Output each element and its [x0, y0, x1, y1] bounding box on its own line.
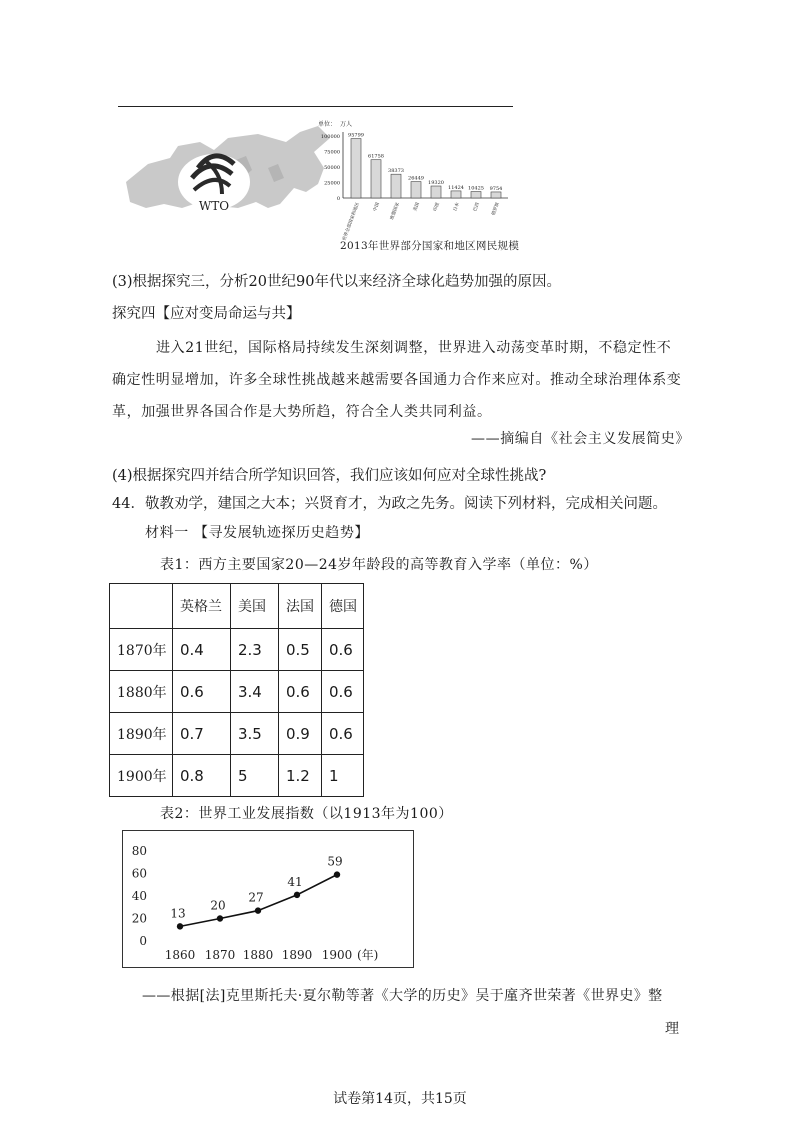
bar-value-label: 61758	[368, 153, 384, 160]
world-map-wto-figure	[118, 112, 518, 257]
table-cell: 5	[231, 755, 279, 797]
bar-chart	[318, 120, 508, 242]
line-x-tick-label: 1860	[164, 948, 196, 962]
table-row-year: 1900年	[110, 755, 173, 797]
line-point	[217, 915, 223, 921]
line-y-tick-label: 60	[131, 866, 147, 881]
bar	[411, 182, 421, 198]
table-cell: 0.4	[173, 629, 231, 671]
table-header-france: 法国	[279, 584, 322, 629]
line-point-label: 13	[170, 906, 186, 921]
table-row-year: 1890年	[110, 713, 173, 755]
bar-category-label: 中国	[373, 201, 381, 213]
bar-category-label: 日本	[453, 201, 461, 213]
unit-value: 万人	[340, 121, 353, 128]
bar	[491, 192, 501, 198]
line-point-label: 20	[210, 898, 226, 913]
table-corner-cell	[110, 584, 173, 629]
bar	[391, 174, 401, 198]
bar-y-tick-label: 50000	[324, 165, 340, 171]
line-y-tick-label: 0	[139, 934, 147, 948]
top-rule	[118, 106, 513, 107]
bar-category-label: 巴西	[473, 201, 481, 213]
bar-category-label: 世界全部国家和地区	[342, 201, 361, 242]
bar-value-label: 11424	[448, 184, 464, 191]
line-point	[177, 923, 183, 929]
bar-category-label: 美国	[413, 201, 421, 213]
line-chart-frame	[122, 830, 414, 968]
table-2-caption: 表2：世界工业发展指数（以1913年为100）	[160, 806, 453, 822]
bar-value-label: 95799	[348, 132, 364, 139]
bar-y-tick-label: 100000	[320, 134, 340, 140]
table-row	[110, 629, 364, 671]
bar-y-tick-label: 25000	[324, 180, 340, 187]
bar-value-label: 38373	[388, 168, 404, 175]
explore-4-source: ——摘编自《社会主义发展简史》	[471, 431, 690, 447]
industrial-index-chart	[123, 831, 413, 967]
table-cell: 0.5	[279, 629, 322, 671]
bar-category-label: 俄罗斯	[491, 201, 501, 217]
table-row	[110, 755, 364, 797]
line-x-tick-label: 1900	[321, 948, 353, 962]
line-x-unit-label: (年)	[357, 948, 379, 962]
line-x-tick-label: 1870	[204, 948, 236, 962]
table-row	[110, 671, 364, 713]
bar-category-label: 印度	[433, 201, 441, 213]
table-cell: 0.8	[173, 755, 231, 797]
wto-logo-text: WTO	[198, 199, 230, 213]
question-3: (3)根据探究三，分析20世纪90年代以来经济全球化趋势加强的原因。	[112, 274, 561, 290]
bar-category-label: 欧盟国家	[390, 201, 401, 221]
table-cell: 0.6	[322, 713, 364, 755]
line-point	[255, 907, 261, 913]
bar	[371, 160, 381, 198]
question-44: 44．敬教劝学，建国之大本；兴贤育才，为政之先务。阅读下列材料，完成相关问题。	[112, 496, 667, 512]
line-point-label: 27	[248, 890, 264, 905]
bar-value-label: 26449	[408, 175, 424, 182]
page-footer: 试卷第14页，共15页	[333, 1091, 467, 1107]
table-header-row	[110, 584, 364, 629]
line-y-tick-label: 80	[131, 844, 147, 858]
line-point	[294, 892, 300, 898]
bar-y-tick-label: 0	[336, 196, 340, 202]
explore-4-title: 探究四【应对变局命运与共】	[112, 306, 301, 322]
table-enrollment-rates	[109, 583, 364, 797]
bar-value-label: 9754	[489, 185, 503, 192]
table-cell: 0.6	[322, 671, 364, 713]
table-cell: 0.7	[173, 713, 231, 755]
material-source: ——根据[法]克里斯托夫·夏尔勒等著《大学的历史》吴于廑齐世荣著《世界史》整	[142, 988, 663, 1004]
table-header-germany: 德国	[322, 584, 364, 629]
table-cell: 0.6	[322, 629, 364, 671]
table-header-usa: 美国	[231, 584, 279, 629]
bar	[451, 191, 461, 198]
figure1-caption: 2013年世界部分国家和地区网民规模	[340, 240, 520, 252]
line-x-tick-label: 1880	[242, 948, 274, 962]
table-cell: 1.2	[279, 755, 322, 797]
material-1-title: 材料一 【寻发展轨迹探历史趋势】	[145, 525, 370, 541]
material-source-tail: 理	[665, 1021, 679, 1037]
figure-internet-users	[118, 112, 518, 257]
bar-y-tick-label: 75000	[324, 149, 340, 156]
bar-value-label: 10425	[468, 185, 484, 192]
table-cell: 3.5	[231, 713, 279, 755]
line-y-tick-label: 40	[131, 889, 147, 903]
line-x-tick-label: 1890	[281, 948, 313, 962]
table-cell: 0.6	[279, 671, 322, 713]
table-cell: 0.9	[279, 713, 322, 755]
table-cell: 3.4	[231, 671, 279, 713]
bar-value-label: 19320	[428, 180, 444, 187]
table-row-year: 1880年	[110, 671, 173, 713]
explore-4-paragraph: 进入21世纪，国际格局持续发生深刻调整，世界进入动荡变革时期，不稳定性不确定性明显增加，许多全球性挑战越来越需要各国通力合作来应对。推动全球治理体系变革，加强世界各国合作是大势所趋，符合全人类共同利益。	[112, 340, 682, 420]
line-y-tick-label: 20	[131, 911, 147, 926]
bar	[351, 139, 361, 198]
line-point-label: 41	[287, 874, 303, 889]
table-header-england: 英格兰	[173, 584, 231, 629]
line-point	[334, 871, 340, 877]
table-1-caption: 表1：西方主要国家20—24岁年龄段的高等教育入学率（单位：%）	[160, 557, 598, 573]
unit-label: 单位：	[318, 121, 337, 128]
bar	[471, 192, 481, 198]
table-row-year: 1870年	[110, 629, 173, 671]
table-cell: 0.6	[173, 671, 231, 713]
line-point-label: 59	[327, 854, 343, 869]
table-cell: 2.3	[231, 629, 279, 671]
table-row	[110, 713, 364, 755]
table-cell: 1	[322, 755, 364, 797]
question-4: (4)根据探究四并结合所学知识回答，我们应该如何应对全球性挑战?	[112, 468, 547, 484]
bar	[431, 186, 441, 198]
